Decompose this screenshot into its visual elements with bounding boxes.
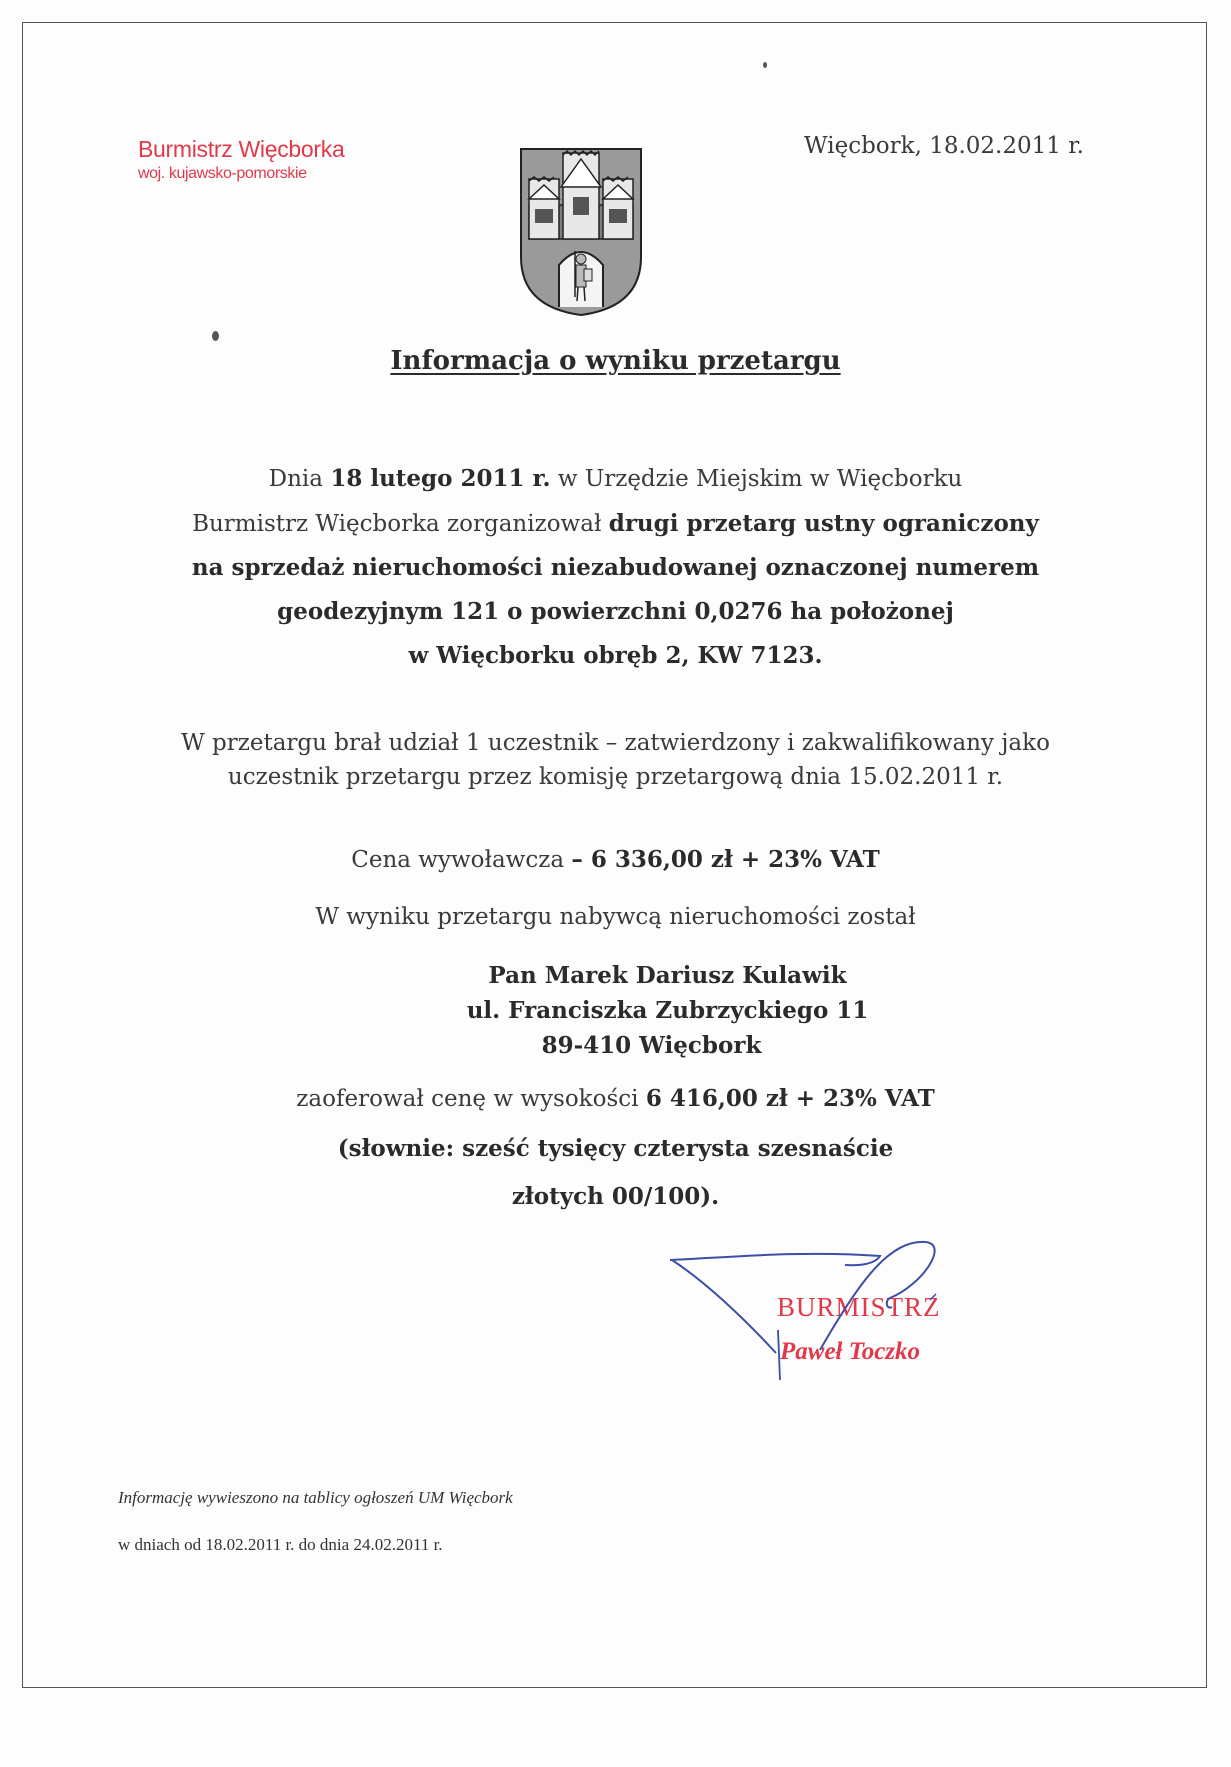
offer-label: zaoferował cenę w wysokości (296, 1086, 646, 1112)
paragraph-line (0, 554, 1231, 581)
offer-words (0, 1135, 1231, 1162)
offer-words (0, 1183, 1231, 1210)
offer-line (0, 1085, 1231, 1112)
paragraph-line (0, 510, 1231, 537)
text-fragment: Dnia (268, 466, 331, 492)
participants-line: uczestnik przetargu przez komisję przetargową dnia 15.02.2011 r. (227, 764, 1004, 790)
offer-value: 6 416,00 zł + 23% VAT (645, 1085, 935, 1112)
scan-smudge (212, 331, 219, 341)
buyer-city-text: 89-410 Więcbork (541, 1032, 762, 1059)
issuer-name: Burmistrz Więcborka (138, 136, 345, 162)
signature-block (660, 1230, 1020, 1380)
buyer-street-text: ul. Franciszka Zubrzyckiego 11 (466, 997, 869, 1024)
text-fragment: Burmistrz Więcborka zorganizował (192, 511, 609, 537)
scan-smudge (763, 62, 767, 68)
signer-name: Paweł Toczko (780, 1338, 921, 1365)
property-plot: geodezyjnym 121 o powierzchni 0,0276 ha położonej (277, 598, 954, 625)
posting-dates: w dniach od 18.02.2011 r. do dnia 24.02.2011 r. (118, 1535, 443, 1554)
starting-price (0, 846, 1231, 873)
place-date: Więcbork, 18.02.2011 r. (804, 133, 1084, 159)
participants-line: W przetargu brał udział 1 uczestnik – zatwierdzony i zakwalifikowany jako (181, 730, 1050, 756)
coat-of-arms-icon (519, 147, 643, 317)
property-description: na sprzedaż nieruchomości niezabudowanej oznaczonej numerem (191, 554, 1040, 581)
posting-note (118, 1488, 513, 1508)
paragraph-line (0, 642, 1231, 669)
handwritten-signature-icon (660, 1230, 1020, 1380)
buyer-intro: W wyniku przetargu nabywcą nieruchomości został (315, 904, 916, 930)
document-title: Informacja o wyniku przetargu (390, 346, 841, 376)
auction-type: drugi przetarg ustny ograniczony (608, 510, 1039, 537)
buyer-name (52, 962, 1231, 989)
buyer-street (52, 997, 1231, 1024)
buyer-city (36, 1032, 1231, 1059)
offer-words-text: złotych 00/100). (511, 1183, 720, 1210)
auction-date: 18 lutego 2011 r. (330, 465, 551, 492)
posting-note-text: Informację wywieszono na tablicy ogłoszeń UM Więcbork (118, 1488, 513, 1507)
starting-price-label: Cena wywoławcza (351, 847, 572, 873)
property-location: w Więcborku obręb 2, KW 7123. (408, 642, 823, 669)
text-fragment: w Urzędzie Miejskim w Więcborku (550, 466, 963, 492)
buyer-name-text: Pan Marek Dariusz Kulawik (488, 962, 847, 989)
issuer-region: woj. kujawsko-pomorskie (138, 165, 307, 182)
offer-words-text: (słownie: sześć tysięcy czterysta szesnaście (337, 1135, 894, 1162)
starting-price-value: – 6 336,00 zł + 23% VAT (571, 846, 880, 873)
signature-title: BURMISTRZ (777, 1292, 941, 1322)
issuer-stamp (138, 136, 344, 183)
paragraph-line (0, 598, 1231, 625)
paragraph-line (0, 465, 1231, 492)
